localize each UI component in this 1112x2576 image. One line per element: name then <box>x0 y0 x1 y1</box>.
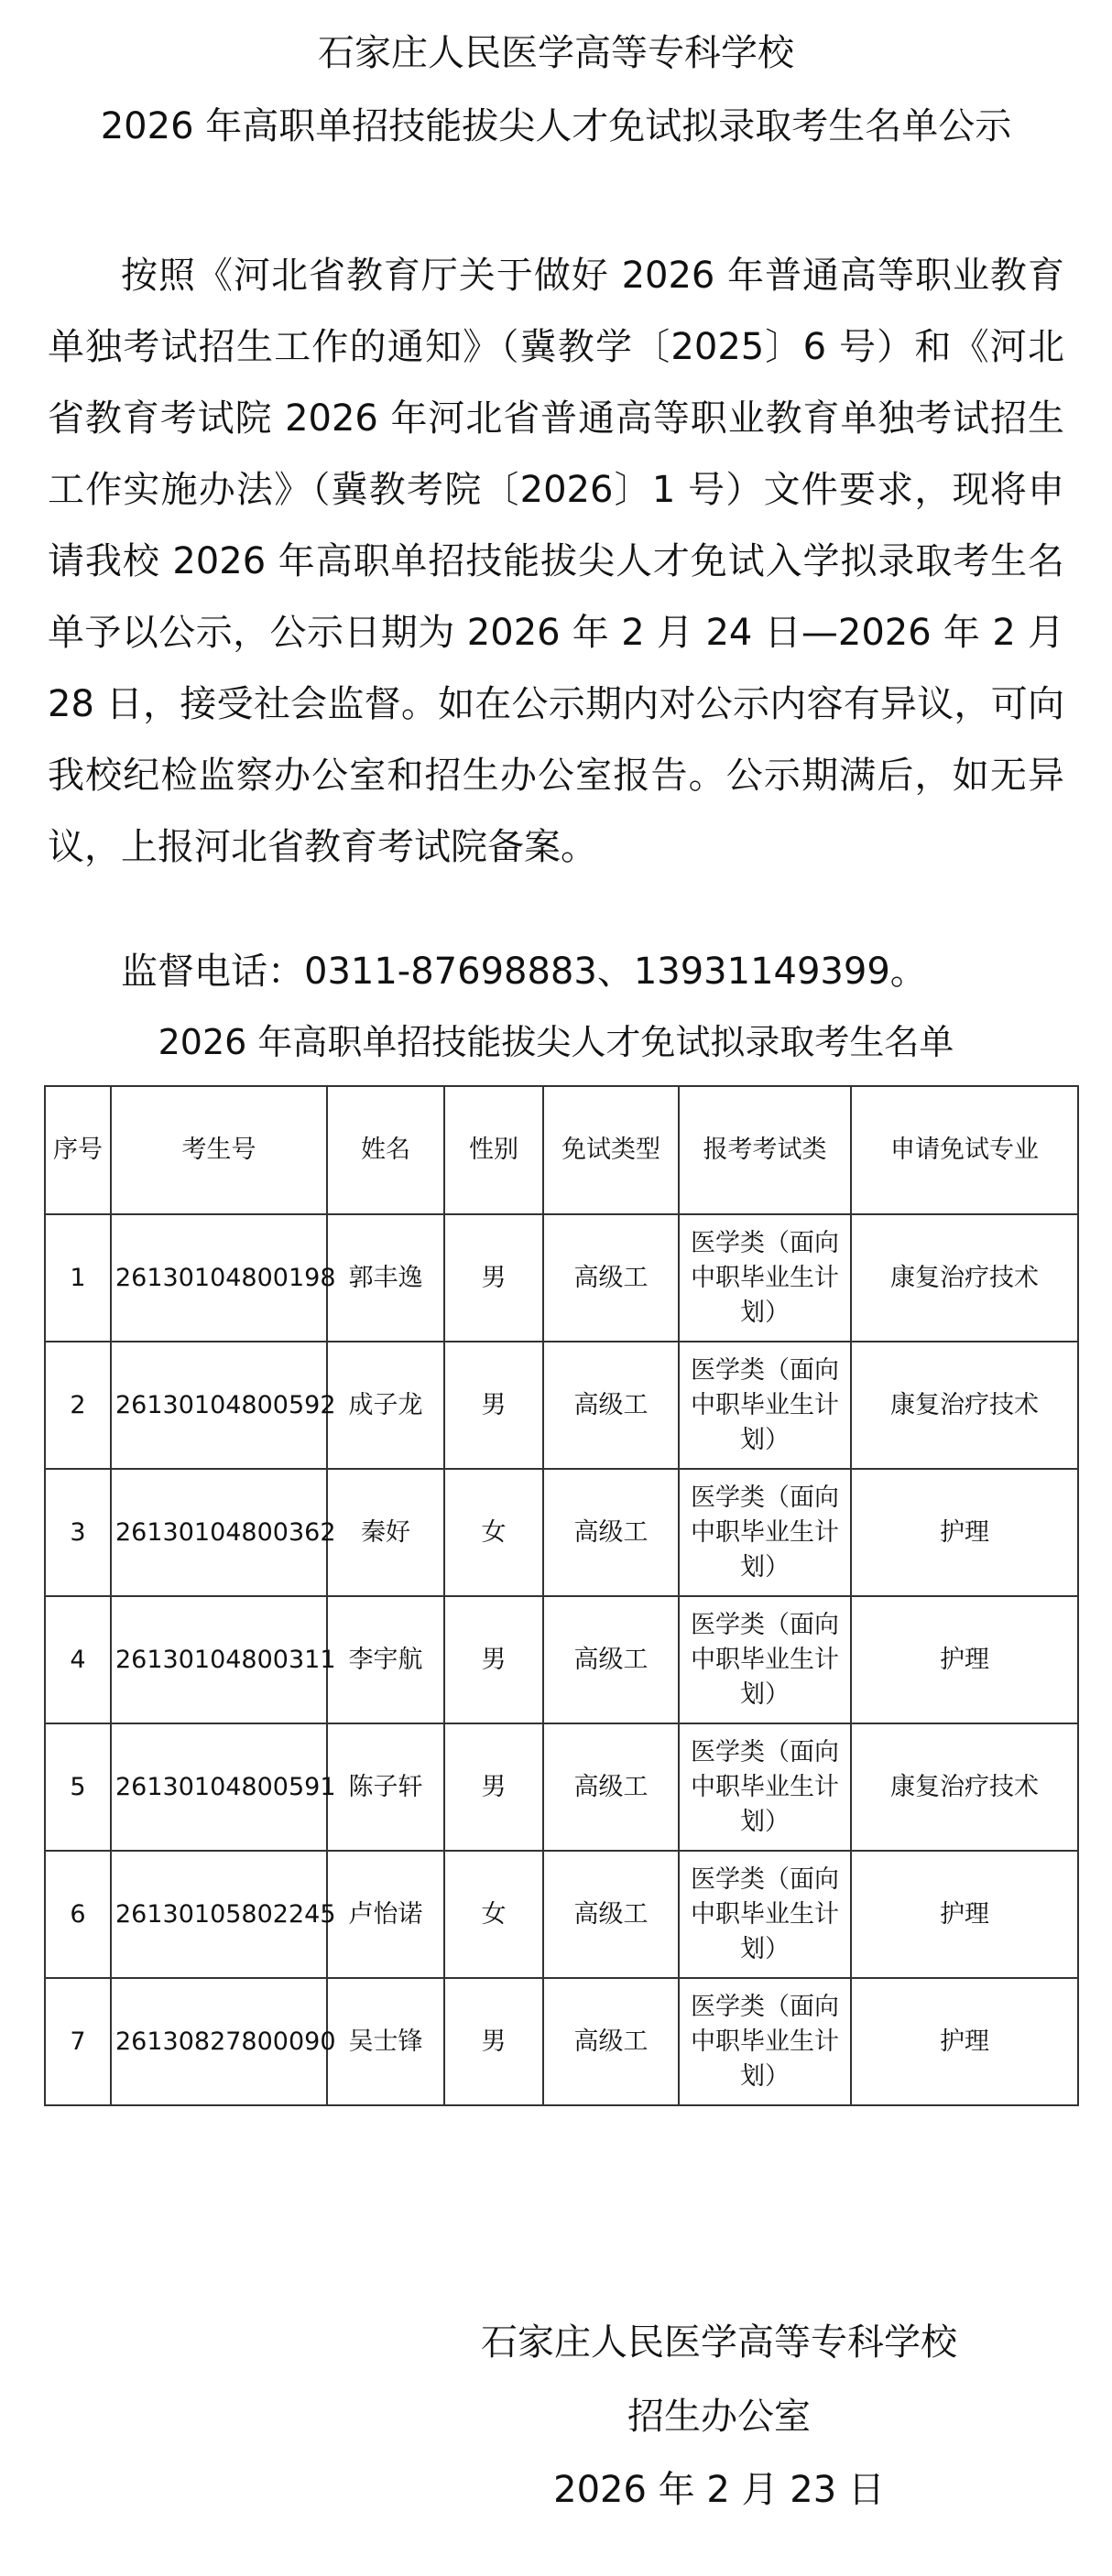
cell-gender: 女 <box>444 1469 543 1596</box>
cell-index: 7 <box>45 1978 111 2105</box>
cell-major: 康复治疗技术 <box>851 1342 1078 1469</box>
cell-exemption-type: 高级工 <box>543 1469 679 1596</box>
signature-school: 石家庄人民医学高等专科学校 <box>481 2321 957 2364</box>
cell-gender: 男 <box>444 1342 543 1469</box>
cell-name: 陈子轩 <box>327 1723 444 1851</box>
cell-exam-category: 医学类（面向中职毕业生计划） <box>679 1723 851 1851</box>
cell-major: 康复治疗技术 <box>851 1214 1078 1342</box>
header-cell-major: 申请免试专业 <box>851 1086 1078 1214</box>
header-cell-index: 序号 <box>45 1086 111 1214</box>
table-row <box>45 1342 1078 1469</box>
cell-index: 2 <box>45 1342 111 1469</box>
cell-index: 3 <box>45 1469 111 1596</box>
table-row <box>45 1596 1078 1723</box>
cell-index: 1 <box>45 1214 111 1342</box>
cell-index: 5 <box>45 1723 111 1851</box>
cell-exemption-type: 高级工 <box>543 1851 679 1978</box>
cell-exam-id: 26130104800311 <box>111 1596 327 1723</box>
header-cell-gender: 性别 <box>444 1086 543 1214</box>
cell-gender: 男 <box>444 1723 543 1851</box>
cell-gender: 男 <box>444 1214 543 1342</box>
cell-exam-category: 医学类（面向中职毕业生计划） <box>679 1851 851 1978</box>
header-cell-name: 姓名 <box>327 1086 444 1214</box>
cell-exam-id: 26130104800591 <box>111 1723 327 1851</box>
cell-exam-category: 医学类（面向中职毕业生计划） <box>679 1978 851 2105</box>
signature-office: 招生办公室 <box>627 2396 811 2438</box>
cell-gender: 男 <box>444 1596 543 1723</box>
announcement-title: 2026 年高职单招技能拔尖人才免试拟录取考生名单公示 <box>100 105 1012 147</box>
cell-name: 李宇航 <box>327 1596 444 1723</box>
cell-exemption-type: 高级工 <box>543 1342 679 1469</box>
cell-major: 护理 <box>851 1469 1078 1596</box>
header-cell-exemption-type: 免试类型 <box>543 1086 679 1214</box>
table-title: 2026 年高职单招技能拔尖人才免试拟录取考生名单 <box>158 1022 954 1062</box>
signature-date: 2026 年 2 月 23 日 <box>553 2469 885 2511</box>
cell-name: 吴士锋 <box>327 1978 444 2105</box>
table-row <box>45 1214 1078 1342</box>
table-header-row <box>45 1086 1078 1214</box>
cell-exemption-type: 高级工 <box>543 1723 679 1851</box>
header-cell-exam-category: 报考考试类 <box>679 1086 851 1214</box>
cell-major: 康复治疗技术 <box>851 1723 1078 1851</box>
cell-name: 成子龙 <box>327 1342 444 1469</box>
cell-exemption-type: 高级工 <box>543 1214 679 1342</box>
cell-major: 护理 <box>851 1596 1078 1723</box>
table-row <box>45 1723 1078 1851</box>
school-name-title: 石家庄人民医学高等专科学校 <box>318 32 794 74</box>
cell-exam-id: 26130104800362 <box>111 1469 327 1596</box>
supervision-phone: 监督电话：0311-87698883、13931149399。 <box>121 951 927 993</box>
notice-paragraph: 按照《河北省教育厅关于做好 2026 年普通高等职业教育单独考试招生工作的通知》（冀教学〔2025〕6 号）和《河北省教育考试院 2026 年河北省普通高等职业教育单独考试招生工作实施办法》（冀教考院〔2026〕1 号）文件要求，现将申请我校 2026 年高职单招技能拔尖人才免试入学拟录取考生名单予以公示，公示日期为 2026 年 2 月 24 日—2026 年 2 月 28 日，接受社会监督。如在公示期内对公示内容有异议，可向我校纪检监察办公室和招生办公室报告。公示期满后，如无异议，上报河北省教育考试院备案。 <box>48 255 1064 868</box>
cell-exam-category: 医学类（面向中职毕业生计划） <box>679 1342 851 1469</box>
cell-exam-category: 医学类（面向中职毕业生计划） <box>679 1596 851 1723</box>
table-row <box>45 1978 1078 2105</box>
admission-list-table <box>44 1085 1079 2106</box>
cell-exam-id: 26130104800592 <box>111 1342 327 1469</box>
cell-exam-id: 26130104800198 <box>111 1214 327 1342</box>
cell-index: 6 <box>45 1851 111 1978</box>
cell-exemption-type: 高级工 <box>543 1978 679 2105</box>
cell-gender: 男 <box>444 1978 543 2105</box>
cell-index: 4 <box>45 1596 111 1723</box>
cell-exam-id: 26130105802245 <box>111 1851 327 1978</box>
cell-name: 秦好 <box>327 1469 444 1596</box>
cell-exam-id: 26130827800090 <box>111 1978 327 2105</box>
cell-exemption-type: 高级工 <box>543 1596 679 1723</box>
header-cell-exam-id: 考生号 <box>111 1086 327 1214</box>
table-row <box>45 1851 1078 1978</box>
cell-major: 护理 <box>851 1978 1078 2105</box>
cell-exam-category: 医学类（面向中职毕业生计划） <box>679 1469 851 1596</box>
cell-name: 卢怡诺 <box>327 1851 444 1978</box>
cell-exam-category: 医学类（面向中职毕业生计划） <box>679 1214 851 1342</box>
cell-gender: 女 <box>444 1851 543 1978</box>
cell-major: 护理 <box>851 1851 1078 1978</box>
table-row <box>45 1469 1078 1596</box>
cell-name: 郭丰逸 <box>327 1214 444 1342</box>
